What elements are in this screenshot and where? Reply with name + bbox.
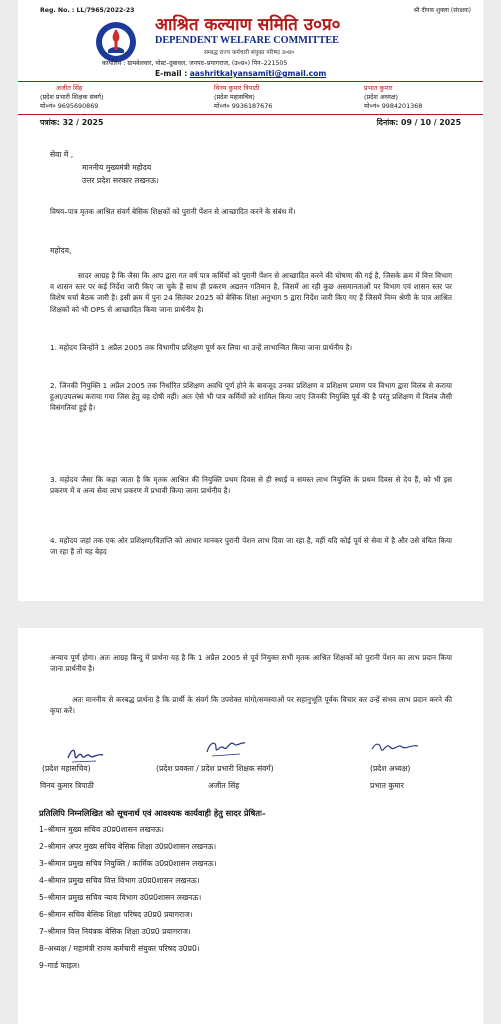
signatory-role-left: (प्रदेश महासचिव): [42, 764, 91, 773]
subject-line: विषय–पात्र मृतक आश्रित संवर्ग बेसिक शिक्षकों को पुरानी पेंशन से आच्छादित करने के संबंध में।: [50, 207, 296, 216]
addressee-line-2: उत्तर प्रदेश सरकार लखनऊ।: [82, 176, 159, 185]
copy-to-item: 5–श्रीमान प्रमुख सचिव न्याय विभाग उ0प्र0शासन लखनऊ।: [39, 893, 202, 902]
signatory-role-center: (प्रदेश प्रवक्ता / प्रदेश प्रभारी शिक्षक संवर्ग): [156, 764, 274, 773]
email-line: [155, 69, 326, 78]
officer-name: विनय कुमार त्रिपाठी: [214, 84, 260, 92]
point-4-paragraph: 4. महोदय जहां तक एक ओर प्रशिक्षण/विज्ञप्ति को आधार मानकर पुरानी पेंशन लाभ दिया जा रहा है, वहीं यदि कोई पूर्व से सेवा में है और उसे वंचित किया जा रहा है तो यह बेहद: [50, 536, 452, 557]
closing-paragraph: अतः माननीय से करबद्ध प्रार्थना है कि प्रार्थी के संवर्ग कि उपरोक्त मांगो/समस्याओं पर सहानुभूति पूर्वक विचार कर उन्हें संभव लाभ प्रदान करने की कृपा करें।: [50, 695, 452, 716]
email-label: E-mail :: [155, 69, 188, 78]
organization-name-hindi: आश्रित कल्याण समिति उ०प्र०: [155, 15, 341, 35]
copy-to-heading: प्रतिलिपि निम्नलिखित को सूचनार्थ एवं आवश्यक कार्यवाही हेतु सादर प्रेषितः–: [39, 808, 266, 818]
salutation: महोदय,: [50, 246, 72, 255]
copy-to-item: 6–श्रीमान सचिव बेसिक शिक्षा परिषद उ0प्र0 प्रयागराज।: [39, 910, 193, 919]
letter-number: पत्रांक: 32 / 2025: [40, 118, 104, 127]
officer-block-left: [40, 84, 103, 111]
letter-date: दिनांक: 09 / 10 / 2025: [376, 118, 461, 127]
officer-mobile: मो०नं० 9936187676: [214, 102, 273, 110]
copy-to-item: 3–श्रीमान प्रमुख सचिव नियुक्ति / कार्मिक उ0प्र0शासन लखनऊ।: [39, 859, 217, 868]
copy-to-item: 8–अध्यक्ष / महामंत्री राज्य कर्मचारी संयुक्त परिषद उ0प्र0।: [39, 944, 200, 953]
registration-number: Reg. No. : LL/7965/2022-23: [40, 7, 135, 14]
officer-block-center: [214, 84, 272, 111]
handwritten-signature: [370, 738, 420, 756]
officer-role: (प्रदेश अध्यक्ष): [364, 93, 398, 101]
signatory-name-right: प्रभात कुमार: [370, 781, 404, 790]
point-3-paragraph: 3. महोदय जैसा कि कहा जाता है कि मृतक आश्रित की नियुक्ति प्रथम दिवस से ही स्थाई व समस्त लाभ नियुक्ति के प्रथम दिवस से देय हैं, को भी इस प्रकरण में व अन्य सेवा लाभ प्रकरण में प्रभावी किया जाना प्रार्थनीय है।: [50, 475, 452, 496]
point-1-paragraph: 1. महोदय जिन्होंने 1 अप्रैल 2005 तक विभागीय प्रशिक्षण पूर्ण कर लिया था उन्हें लाभान्वित किया जाना प्रार्थनीय है।: [50, 343, 353, 352]
point-4-continuation: अन्याय पूर्ण होगा। अतः आग्रह बिन्दु में प्रार्थना यह है कि 1 अप्रैल 2005 से पूर्व नियुक्त सभी मृतक आश्रित शिक्षकों को पुरानी पेंशन का लाभ प्रदान किया जाना प्रार्थनीय है।: [50, 653, 452, 674]
header-divider-top: [18, 81, 483, 82]
officer-role: (प्रदेश प्रभारी शिक्षक संवर्ग): [40, 93, 104, 101]
copy-to-item: 4–श्रीमान प्रमुख सचिव वित्त विभाग उ0प्र0शासन लखनऊ।: [39, 876, 200, 885]
officer-mobile: मो०नं० 9695690869: [40, 102, 99, 110]
copy-to-item: 9–गार्ड फाइल।: [39, 961, 80, 970]
copy-to-item: 1–श्रीमान मुख्य सचिव उ0प्र0शासन लखनऊ।: [39, 825, 164, 834]
letter-page-1: [18, 0, 483, 601]
copy-to-item: 2–श्रीमान अपर मुख्य सचिव बेसिक शिक्षा उ0प्र0शासन लखनऊ।: [39, 842, 217, 851]
intro-paragraph: सादर आग्रह है कि जैसा कि आप द्वारा गत वर्ष पात्र कर्मियों को पुरानी पेंशन से आच्छादित करने की घोषणा की गई है, जिसके क्रम में वित्त विभाग व शासन स्तर पर कई निर्देश जारी किए जा चुके हैं साथ ही प्रकरण अद्यतन गतिमान है, जिसमें आ रही कुछ असमानताओं पर विभाग एवं शासन स्तर पर विशेष चर्चा बैठक जारी है। इसी क्रम में पुनः 24 सितंबर 2025 को बेसिक शिक्षा अनुभाग 5 द्वारा निर्देश जारी किए गए हैं जिसमें निम्न श्रेणी के पात्र आश्रित शिक्षकों को भी OPS से आच्छादित किया जाना प्रार्थनीय है।: [50, 271, 452, 314]
header-divider-bottom: [18, 114, 483, 115]
organization-name-english: DEPENDENT WELFARE COMMITTEE: [155, 35, 339, 46]
to-line: सेवा में ,: [50, 150, 74, 159]
officer-name: अजीत सिंह: [56, 84, 83, 92]
officer-block-right: [364, 84, 422, 111]
handwritten-signature: [66, 744, 106, 766]
point-2-paragraph: 2. जिनकी नियुक्ति 1 अप्रैल 2005 तक निर्धारित प्रशिक्षण अवधि पूर्ण होने के बावजूद उनका प्रशिक्षण व प्रशिक्षण प्रमाण पत्र विभाग द्वारा विलंब से कराया हुआ/उपलब्ध कराया गया जिस हेतु वह दोषी नहीं। अतः ऐसे भी पात्र कर्मियों को शामिल किया जाए जिनकी नियुक्ति पूर्व की है परंतु प्रशिक्षण में विलंब जैसी विसंगतियां हुई है।: [50, 381, 452, 413]
signatory-role-right: (प्रदेश अध्यक्ष): [370, 764, 411, 773]
addressee-line-1: माननीय मुख्यमंत्री महोदय: [82, 163, 152, 172]
signatory-name-center: अजीत सिंह: [208, 781, 240, 790]
officer-mobile: मो०नं० 9984201368: [364, 102, 423, 110]
officer-name: प्रभात कुमार: [364, 84, 393, 92]
signatory-name-left: विनय कुमार त्रिपाठी: [40, 781, 94, 790]
letter-page-2: [18, 628, 483, 1024]
email-link[interactable]: aashritkalyansamiti@gmail.com: [189, 69, 327, 78]
affiliation-line: सम्बद्ध राज्य कर्मचारी संयुक्त परिषद उ०प्र०: [204, 50, 295, 56]
copy-to-item: 7–श्रीमान वित्त नियंत्रक बेसिक शिक्षा उ0प्र0 प्रयागराज।: [39, 927, 191, 936]
officer-role: (प्रदेश महासचिव): [214, 93, 255, 101]
handwritten-signature: [204, 734, 248, 760]
office-address: कार्यालय : ग्रामबेलवार, पोस्ट–दुबावल, जनपद–प्रयागराज, (उ०प्र०) पिन–221505: [102, 60, 288, 67]
patron-name: श्री दीपक शुक्ला (संरक्षक): [413, 7, 471, 14]
